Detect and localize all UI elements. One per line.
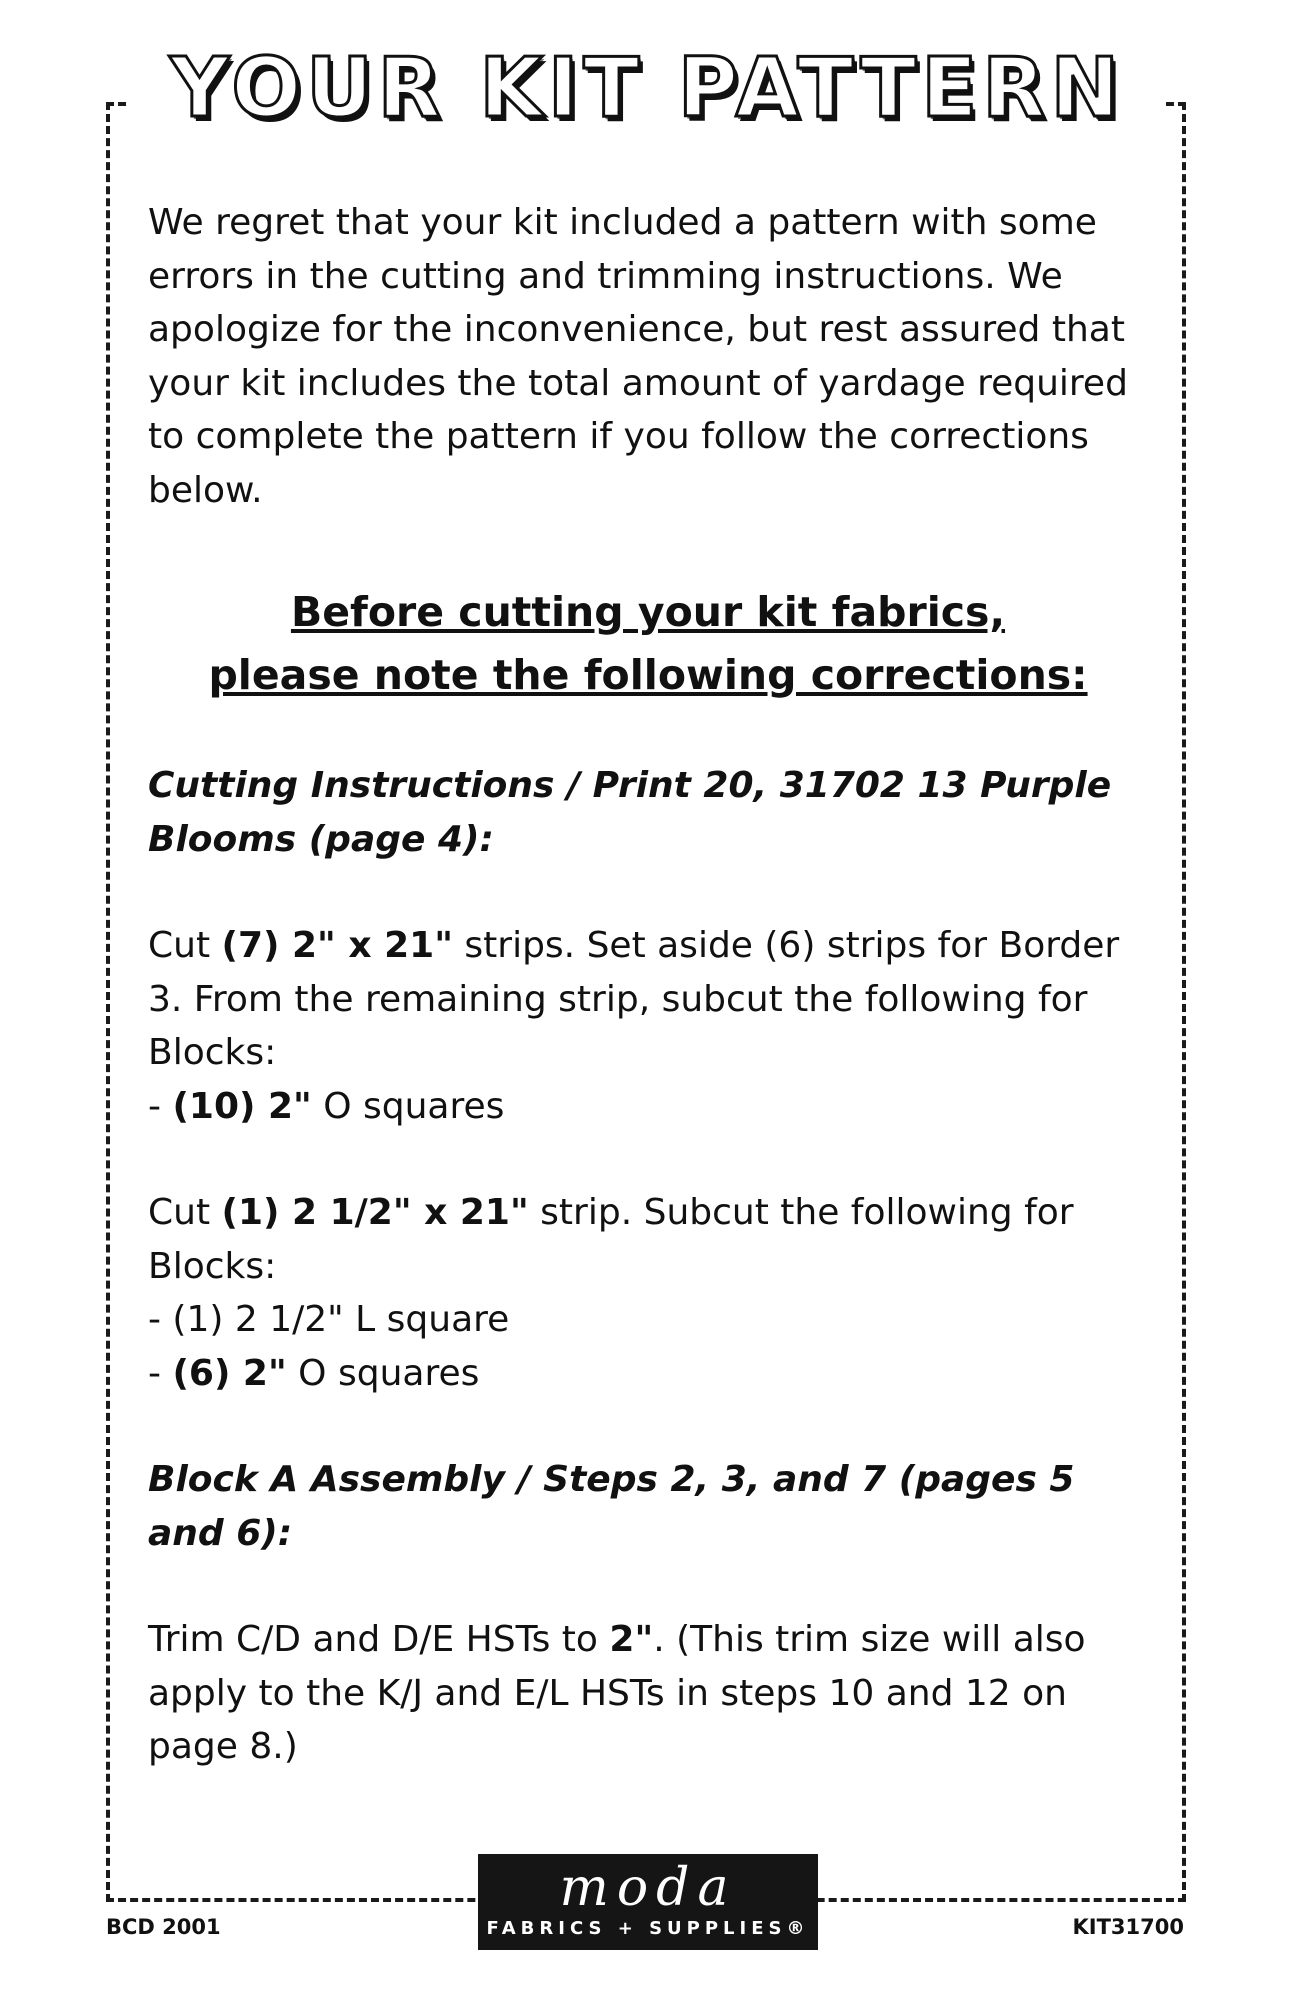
main-content xyxy=(148,196,1148,1774)
corrections-heading-line1: Before cutting your kit fabrics, xyxy=(290,588,1006,636)
text-span: . (This trim size will also apply to the K/J and E/L HSTs in steps 10 and 12 on page 8.) xyxy=(148,1619,1086,1767)
bold-measure: (1) 2 1/2" x 21" xyxy=(221,1192,529,1233)
moda-logo xyxy=(478,1854,818,1950)
bold-measure: (10) 2" xyxy=(172,1085,312,1127)
text-span: strip. Subcut the following for Blocks: xyxy=(148,1192,1074,1287)
text-span: O squares xyxy=(311,1085,505,1127)
text-span: Cut xyxy=(148,1192,222,1233)
text-span: Trim C/D and D/E HSTs to xyxy=(148,1619,610,1660)
section1-paragraph2 xyxy=(148,1186,1148,1293)
text-span: Cut xyxy=(148,925,222,966)
intro-paragraph: We regret that your kit included a pattern with some errors in the cutting and trimming instructions. We apologize for the inconvenience, but rest assured that your kit includes the total amount of yardage required to complete the pattern if you follow the corrections below. xyxy=(148,202,1128,511)
spacer xyxy=(148,1560,1148,1613)
footer-code-right: KIT31700 xyxy=(1072,1915,1184,1939)
text-span: strips. Set aside (6) strips for Border 3. From the remaining strip, subcut the following for Blocks: xyxy=(148,925,1120,1073)
text-span: - xyxy=(148,1085,173,1127)
section1-list-item: - (1) 2 1/2" L square xyxy=(148,1299,510,1340)
logo-tagline: FABRICS + SUPPLIES® xyxy=(486,1918,810,1939)
section1-list-item xyxy=(148,1347,1148,1401)
title-container xyxy=(0,30,1294,148)
bold-measure: (7) 2" x 21" xyxy=(221,925,453,966)
text-span: - xyxy=(148,1352,173,1394)
section2-paragraph xyxy=(148,1613,1148,1774)
spacer xyxy=(148,866,1148,919)
section1-heading: Cutting Instructions / Print 20, 31702 13 Purple Blooms (page 4): xyxy=(148,765,1112,860)
section1-list-item xyxy=(148,1080,1148,1134)
section1-paragraph1 xyxy=(148,919,1148,1080)
corrections-heading xyxy=(148,581,1148,707)
corrections-heading-line2: please note the following corrections: xyxy=(208,651,1088,699)
text-span: O squares xyxy=(286,1352,480,1394)
page-title: YOUR KIT PATTERN xyxy=(128,30,1166,148)
spacer xyxy=(148,1400,1148,1453)
logo-wordmark: moda xyxy=(559,1858,737,1918)
bold-measure: (6) 2" xyxy=(172,1352,287,1394)
spacer xyxy=(148,1133,1148,1186)
section2-heading: Block A Assembly / Steps 2, 3, and 7 (pages 5 and 6): xyxy=(148,1459,1075,1554)
footer-code-left: BCD 2001 xyxy=(106,1915,221,1939)
bold-measure: 2" xyxy=(609,1619,654,1660)
